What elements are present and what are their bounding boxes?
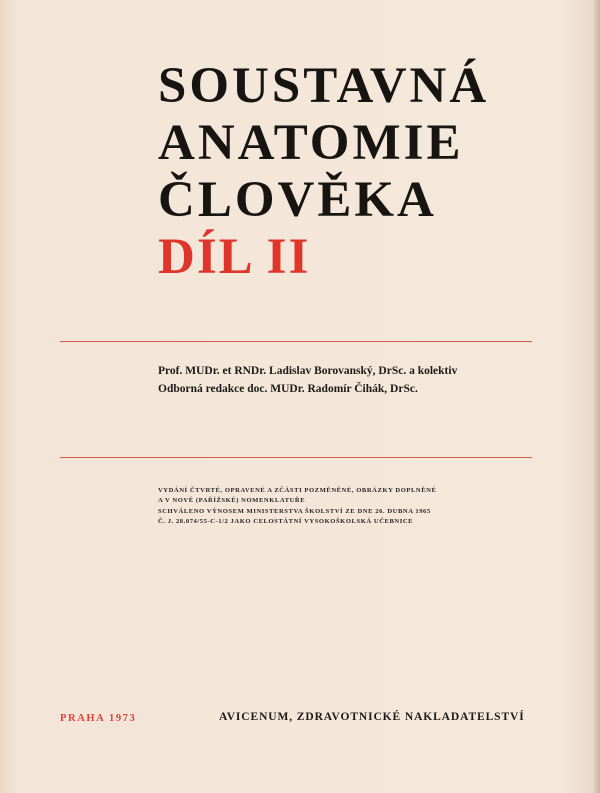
imprint-publisher: AVICENUM, ZDRAVOTNICKÉ NAKLADATELSTVÍ — [219, 711, 525, 723]
divider-bottom — [60, 457, 532, 458]
edition-line-4: Č. J. 28.074/55-C-1/2 JAKO CELOSTÁTNÍ VYSOKOŠKOLSKÁ UČEBNICE — [158, 518, 414, 526]
authors-block — [158, 362, 578, 398]
title-line-3: ČLOVĚKA — [158, 172, 437, 228]
volume-label: DÍL II — [158, 229, 311, 285]
title-line-1: SOUSTAVNÁ — [158, 58, 490, 114]
editor-line: Odborná redakce doc. MUDr. Radomír Čihák, DrSc. — [158, 383, 418, 395]
edition-line-3: SCHVÁLENO VÝNOSEM MINISTERSTVA ŠKOLSTVÍ ZE DNE 26. DUBNA 1965 — [158, 507, 431, 515]
page-edge — [594, 0, 600, 793]
book-title — [158, 58, 588, 286]
authors-line: Prof. MUDr. et RNDr. Ladislav Borovanský, DrSc. a kolektiv — [158, 365, 458, 377]
divider-top — [60, 341, 532, 342]
title-line-2: ANATOMIE — [158, 115, 464, 171]
edition-line-2: A V NOVÉ (PAŘÍŽSKÉ) NOMENKLATUŘE — [158, 497, 306, 505]
imprint-place-year: PRAHA 1973 — [60, 713, 137, 724]
edition-line-1: VYDÁNÍ ČTVRTÉ, OPRAVENÉ A ZČÁSTI POZMĚNĚNÉ, OBRÁZKY DOPLNĚNÉ — [158, 487, 437, 494]
edition-notes — [158, 486, 578, 528]
